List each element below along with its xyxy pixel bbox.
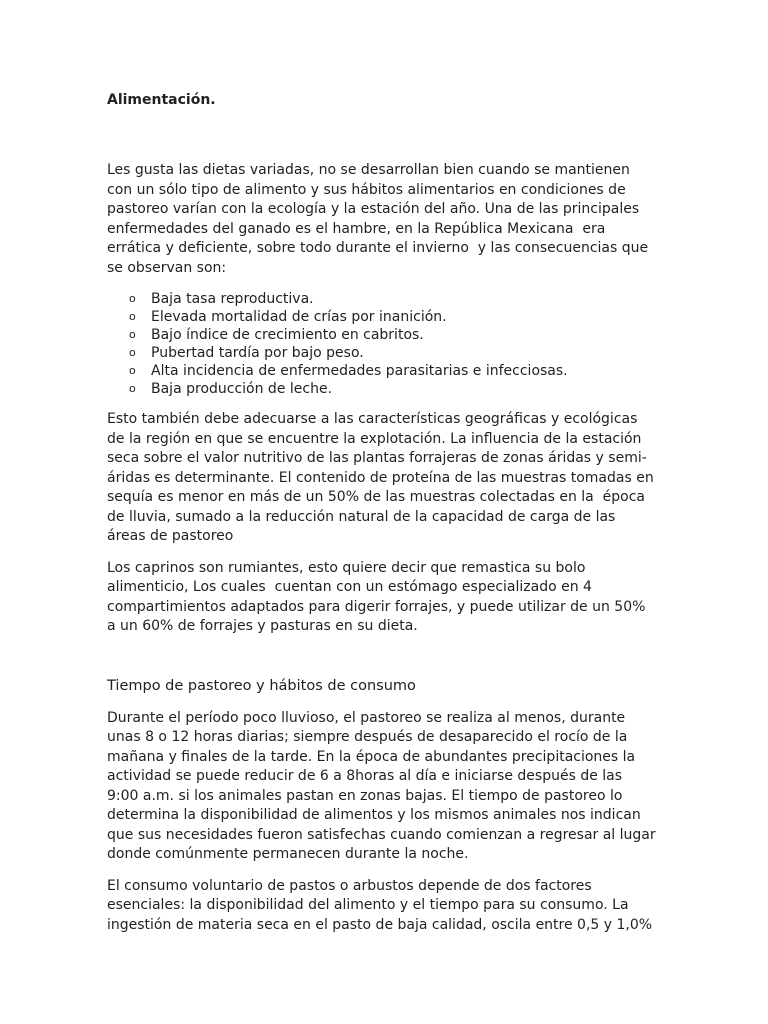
consequences-list (107, 290, 657, 398)
bullet-marker: o (129, 328, 136, 341)
section-spacer (107, 649, 657, 676)
list-item (107, 380, 657, 398)
list-item-text: Baja tasa reproductiva. (151, 291, 314, 307)
section-title-alimentacion: Alimentación. (107, 92, 216, 108)
list-item-text: Elevada mortalidad de crías por inanición. (151, 309, 447, 325)
bullet-marker: o (129, 364, 136, 377)
paragraph-periodo-lluvioso: Durante el período poco lluvioso, el pastoreo se realiza al menos, durante unas 8 o 12 horas diarias; siempre después de desaparecido el rocío de la mañana y finales de la tarde. En la época de abundantes precipitaciones la actividad se puede reducir de 6 a 8horas al día e iniciarse después de las 9:00 a.m. si los animales pastan en zonas bajas. El tiempo de pastoreo lo determina la disponibilidad de alimentos y los mismos animales nos indican que sus necesidades fueron satisfechas cuando comienzan a regresar al lugar donde comúnmente permanecen durante la noche. (107, 709, 661, 862)
document-body (107, 90, 661, 947)
list-item-text: Alta incidencia de enfermedades parasitarias e infecciosas. (151, 363, 568, 379)
list-item-text: Baja producción de leche. (151, 381, 333, 397)
bullet-marker: o (129, 346, 136, 359)
paragraph-consumo-voluntario: El consumo voluntario de pastos o arbustos depende de dos factores esenciales: la disponibilidad del alimento y el tiempo para su consumo. La ingestión de materia seca en el pasto de baja calidad, oscila entre 0,5 y 1,0% (107, 877, 653, 933)
paragraph-dietas: Les gusta las dietas variadas, no se desarrollan bien cuando se mantienen con un sólo tipo de alimento y sus hábitos alimentarios en condiciones de pastoreo varían con la ecología y la estación del año. Una de las principales enfermedades del ganado es el hambre, en la República Mexicana era errática y deficiente, sobre todo durante el invierno y las consecuencias que se observan son: (107, 162, 653, 276)
list-item (107, 290, 657, 308)
bullet-marker: o (129, 382, 136, 395)
list-item (107, 326, 657, 344)
paragraph-caracteristicas: Esto también debe adecuarse a las características geográficas y ecológicas de la región en que se encuentre la explotación. La influencia de la estación seca sobre el valor nutritivo de las plantas forrajeras de zonas áridas y semi-áridas es determinante. El contenido de proteína de las muestras tomadas en sequía es menor en más de un 50% de las muestras colectadas en la época de lluvia, sumado a la reducción natural de la capacidad de carga de las áreas de pastoreo (107, 411, 659, 544)
bullet-marker: o (129, 292, 136, 305)
bullet-marker: o (129, 310, 136, 323)
list-item (107, 308, 657, 326)
list-item (107, 344, 657, 362)
list-item (107, 362, 657, 380)
list-item-text: Bajo índice de crecimiento en cabritos. (151, 327, 424, 343)
paragraph-rumiantes: Los caprinos son rumiantes, esto quiere decir que remastica su bolo alimenticio, Los cuales cuentan con un estómago especializado en 4 compartimientos adaptados para digerir forrajes, y puede utilizar de un 50% a un 60% de forrajes y pasturas en su dieta. (107, 559, 650, 634)
section-title-tiempo-pastoreo: Tiempo de pastoreo y hábitos de consumo (107, 677, 416, 694)
list-item-text: Pubertad tardía por bajo peso. (151, 345, 364, 361)
